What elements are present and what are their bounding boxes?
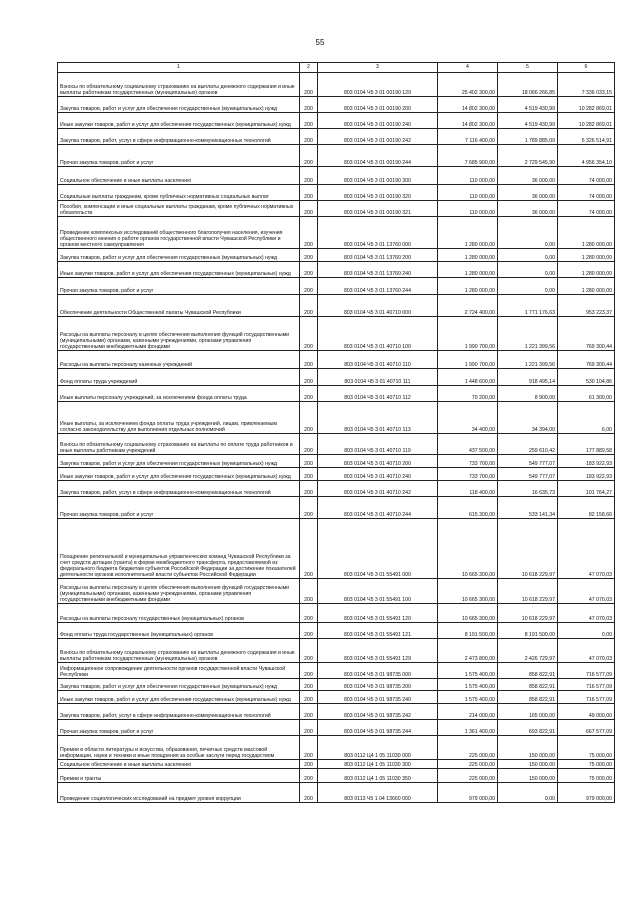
table-row bbox=[58, 351, 615, 369]
table-row bbox=[58, 129, 615, 145]
row-planned-cell: 8 191 500,00 bbox=[438, 623, 498, 639]
row-planned-cell: 1 280 000,00 bbox=[438, 217, 498, 249]
row-budget-code-cell: 803 0104 Ч5 3 01 40710 100 bbox=[318, 317, 438, 351]
row-executed-cell: 858 822,91 bbox=[498, 691, 558, 704]
row-planned-cell: 733 700,00 bbox=[438, 468, 498, 481]
row-name-cell: Обеспечение деятельности Общественной палаты Чувашской Республики bbox=[58, 295, 300, 317]
row-line-code-cell: 200 bbox=[300, 317, 318, 351]
row-executed-cell: 549 777,07 bbox=[498, 468, 558, 481]
row-budget-code-cell: 803 0104 Ч5 3 01 55491 129 bbox=[318, 639, 438, 663]
row-line-code-cell: 200 bbox=[300, 579, 318, 604]
row-line-code-cell: 200 bbox=[300, 623, 318, 639]
row-budget-code-cell: 803 0104 Ч5 3 01 40710 240 bbox=[318, 468, 438, 481]
row-planned-cell: 1 280 000,00 bbox=[438, 262, 498, 278]
header-cell-name: 1 bbox=[58, 63, 300, 73]
row-planned-cell: 10 665 300,00 bbox=[438, 604, 498, 623]
row-remainder-cell: 75 000,00 bbox=[558, 769, 615, 783]
row-remainder-cell: 769 300,44 bbox=[558, 317, 615, 351]
row-executed-cell: 0,00 bbox=[498, 249, 558, 262]
row-executed-cell: 18 066 266,85 bbox=[498, 73, 558, 97]
table-row bbox=[58, 262, 615, 278]
row-line-code-cell: 200 bbox=[300, 386, 318, 402]
row-budget-code-cell: 803 0112 Ц4 1 05 11030 300 bbox=[318, 760, 438, 769]
row-line-code-cell: 200 bbox=[300, 497, 318, 519]
table-row bbox=[58, 369, 615, 386]
row-line-code-cell: 200 bbox=[300, 249, 318, 262]
row-budget-code-cell: 803 0104 Ч5 3 01 13760 244 bbox=[318, 278, 438, 295]
table-row bbox=[58, 113, 615, 129]
row-remainder-cell: 183 922,93 bbox=[558, 468, 615, 481]
row-executed-cell: 0,00 bbox=[498, 783, 558, 803]
row-line-code-cell: 200 bbox=[300, 639, 318, 663]
row-line-code-cell: 200 bbox=[300, 97, 318, 113]
row-line-code-cell: 200 bbox=[300, 129, 318, 145]
row-remainder-cell: 75 000,00 bbox=[558, 760, 615, 769]
row-planned-cell: 1 575 400,00 bbox=[438, 691, 498, 704]
row-name-cell: Иные закупки товаров, работ и услуг для обеспечения государственных (муниципальных) нужд bbox=[58, 691, 300, 704]
row-line-code-cell: 200 bbox=[300, 295, 318, 317]
row-line-code-cell: 200 bbox=[300, 736, 318, 760]
row-planned-cell: 2 473 800,00 bbox=[438, 639, 498, 663]
row-remainder-cell: 530 104,86 bbox=[558, 369, 615, 386]
row-name-cell: Взносы по обязательному социальному страхованию на выплаты денежного содержания и иные выплаты работникам государственных (муниципальных) органов bbox=[58, 73, 300, 97]
row-planned-cell: 70 200,00 bbox=[438, 386, 498, 402]
row-name-cell: Фонд оплаты труда учреждений bbox=[58, 369, 300, 386]
row-executed-cell: 1 789 885,09 bbox=[498, 129, 558, 145]
row-executed-cell: 533 141,34 bbox=[498, 497, 558, 519]
row-line-code-cell: 200 bbox=[300, 278, 318, 295]
table-row bbox=[58, 481, 615, 497]
row-remainder-cell: 1 280 000,00 bbox=[558, 249, 615, 262]
row-line-code-cell: 200 bbox=[300, 691, 318, 704]
table-row bbox=[58, 736, 615, 760]
table-row bbox=[58, 455, 615, 468]
row-executed-cell: 150 000,00 bbox=[498, 736, 558, 760]
row-name-cell: Прочая закупка товаров, работ и услуг bbox=[58, 497, 300, 519]
header-cell-executed: 5 bbox=[498, 63, 558, 73]
row-executed-cell: 259 610,42 bbox=[498, 434, 558, 455]
row-planned-cell: 10 665 300,00 bbox=[438, 519, 498, 579]
row-planned-cell: 110 000,00 bbox=[438, 167, 498, 185]
row-executed-cell: 0,00 bbox=[498, 278, 558, 295]
row-line-code-cell: 200 bbox=[300, 402, 318, 434]
table-row bbox=[58, 278, 615, 295]
row-planned-cell: 110 000,00 bbox=[438, 201, 498, 217]
row-remainder-cell: 82 158,66 bbox=[558, 497, 615, 519]
table-row bbox=[58, 679, 615, 691]
table-row bbox=[58, 402, 615, 434]
row-budget-code-cell: 803 0104 Ч5 3 01 40710 111 bbox=[318, 369, 438, 386]
row-line-code-cell: 200 bbox=[300, 185, 318, 201]
row-executed-cell: 150 000,00 bbox=[498, 760, 558, 769]
row-remainder-cell: 4 956 354,10 bbox=[558, 145, 615, 167]
table-row bbox=[58, 317, 615, 351]
row-executed-cell: 549 777,07 bbox=[498, 455, 558, 468]
row-remainder-cell: 49 000,00 bbox=[558, 704, 615, 720]
table-row bbox=[58, 185, 615, 201]
row-planned-cell: 979 000,00 bbox=[438, 783, 498, 803]
row-line-code-cell: 200 bbox=[300, 519, 318, 579]
row-name-cell: Премии и гранты bbox=[58, 769, 300, 783]
table-row bbox=[58, 783, 615, 803]
row-executed-cell: 0,00 bbox=[498, 262, 558, 278]
row-line-code-cell: 200 bbox=[300, 434, 318, 455]
row-planned-cell: 25 402 300,00 bbox=[438, 73, 498, 97]
row-remainder-cell: 667 577,09 bbox=[558, 720, 615, 736]
row-planned-cell: 7 685 900,00 bbox=[438, 145, 498, 167]
row-executed-cell: 8 900,00 bbox=[498, 386, 558, 402]
row-executed-cell: 10 618 229,97 bbox=[498, 519, 558, 579]
row-executed-cell: 4 519 430,99 bbox=[498, 113, 558, 129]
row-name-cell: Пособия, компенсации и иные социальные выплаты гражданам, кроме публичных нормативных обязательств bbox=[58, 201, 300, 217]
row-remainder-cell: 979 000,00 bbox=[558, 783, 615, 803]
row-line-code-cell: 200 bbox=[300, 145, 318, 167]
row-name-cell: Расходы на выплаты персоналу в целях обеспечения выполнения функций государственными (муниципальными) органами, казенными учреждениями, органами управления государственными внебюджетными фондами bbox=[58, 579, 300, 604]
row-name-cell: Закупка товаров, работ и услуг для обеспечения государственных (муниципальных) нужд bbox=[58, 97, 300, 113]
row-name-cell: Расходы на выплаты персоналу казенных учреждений bbox=[58, 351, 300, 369]
table-row bbox=[58, 295, 615, 317]
row-remainder-cell: 716 577,09 bbox=[558, 663, 615, 679]
row-executed-cell: 2 426 729,97 bbox=[498, 639, 558, 663]
row-name-cell: Поощрение региональной и муниципальных управленческих команд Чувашской Республики за счет средств дотации (гранта) в форме межбюджетного трансферта, предоставляемой из федерального бюджета бюджетам субъектов Российской Федерации за достижение показателей деятельности органов исполнительной власти субъектов Российской Федерации bbox=[58, 519, 300, 579]
row-executed-cell: 16 635,73 bbox=[498, 481, 558, 497]
row-line-code-cell: 200 bbox=[300, 351, 318, 369]
row-planned-cell: 615 300,00 bbox=[438, 497, 498, 519]
row-executed-cell: 10 618 229,97 bbox=[498, 604, 558, 623]
row-name-cell: Социальное обеспечение и иные выплаты населению bbox=[58, 760, 300, 769]
table-row bbox=[58, 145, 615, 167]
row-budget-code-cell: 803 0104 Ч5 3 01 40710 112 bbox=[318, 386, 438, 402]
row-line-code-cell: 200 bbox=[300, 455, 318, 468]
row-remainder-cell: 769 300,44 bbox=[558, 351, 615, 369]
header-cell-planned: 4 bbox=[438, 63, 498, 73]
row-remainder-cell: 47 070,03 bbox=[558, 604, 615, 623]
row-line-code-cell: 200 bbox=[300, 679, 318, 691]
row-budget-code-cell: 803 0104 Ч5 3 01 40710 000 bbox=[318, 295, 438, 317]
row-budget-code-cell: 803 0104 Ч5 3 01 98735 242 bbox=[318, 704, 438, 720]
row-budget-code-cell: 803 0104 Ч5 3 01 40710 200 bbox=[318, 455, 438, 468]
table-row bbox=[58, 201, 615, 217]
row-budget-code-cell: 803 0104 Ч5 3 01 98735 240 bbox=[318, 691, 438, 704]
table-row bbox=[58, 519, 615, 579]
row-line-code-cell: 200 bbox=[300, 769, 318, 783]
table-body bbox=[58, 73, 615, 803]
row-line-code-cell: 200 bbox=[300, 760, 318, 769]
row-remainder-cell: 74 000,00 bbox=[558, 201, 615, 217]
budget-execution-table bbox=[57, 62, 615, 803]
row-budget-code-cell: 803 0112 Ц4 1 05 11030 350 bbox=[318, 769, 438, 783]
row-remainder-cell: 1 280 000,00 bbox=[558, 262, 615, 278]
row-planned-cell: 1 575 400,00 bbox=[438, 679, 498, 691]
row-name-cell: Закупка товаров, работ, услуг в сфере информационно-коммуникационных технологий bbox=[58, 481, 300, 497]
row-budget-code-cell: 803 0104 Ч5 3 01 00190 320 bbox=[318, 185, 438, 201]
row-planned-cell: 225 000,00 bbox=[438, 769, 498, 783]
row-remainder-cell: 7 336 033,15 bbox=[558, 73, 615, 97]
row-line-code-cell: 200 bbox=[300, 113, 318, 129]
row-line-code-cell: 200 bbox=[300, 720, 318, 736]
row-line-code-cell: 200 bbox=[300, 369, 318, 386]
row-remainder-cell: 716 577,09 bbox=[558, 679, 615, 691]
row-planned-cell: 437 500,00 bbox=[438, 434, 498, 455]
row-remainder-cell: 47 070,03 bbox=[558, 519, 615, 579]
row-budget-code-cell: 803 0104 Ч5 3 01 40710 113 bbox=[318, 402, 438, 434]
row-budget-code-cell: 803 0104 Ч5 3 01 00190 244 bbox=[318, 145, 438, 167]
row-planned-cell: 1 280 000,00 bbox=[438, 249, 498, 262]
row-name-cell: Расходы на выплаты персоналу в целях обеспечения выполнения функций государственными (муниципальными) органами, казенными учреждениями, органами управления государственными внебюджетными фондами bbox=[58, 317, 300, 351]
table-row bbox=[58, 434, 615, 455]
row-planned-cell: 10 665 300,00 bbox=[438, 579, 498, 604]
row-line-code-cell: 200 bbox=[300, 73, 318, 97]
row-remainder-cell: 101 764,27 bbox=[558, 481, 615, 497]
row-planned-cell: 214 000,00 bbox=[438, 704, 498, 720]
row-planned-cell: 733 700,00 bbox=[438, 455, 498, 468]
row-remainder-cell: 47 070,03 bbox=[558, 579, 615, 604]
row-executed-cell: 10 618 229,97 bbox=[498, 579, 558, 604]
row-executed-cell: 1 771 176,63 bbox=[498, 295, 558, 317]
row-remainder-cell: 5 326 514,91 bbox=[558, 129, 615, 145]
row-executed-cell: 2 729 545,90 bbox=[498, 145, 558, 167]
row-name-cell: Иные закупки товаров, работ и услуг для обеспечения государственных (муниципальных) нужд bbox=[58, 262, 300, 278]
row-executed-cell: 34 394,00 bbox=[498, 402, 558, 434]
row-executed-cell: 1 221 399,56 bbox=[498, 351, 558, 369]
table-row bbox=[58, 623, 615, 639]
row-budget-code-cell: 803 0104 Ч5 3 01 55491 121 bbox=[318, 623, 438, 639]
header-cell-line-code: 2 bbox=[300, 63, 318, 73]
table-row bbox=[58, 167, 615, 185]
row-budget-code-cell: 803 0104 Ч5 3 01 00190 242 bbox=[318, 129, 438, 145]
row-line-code-cell: 200 bbox=[300, 783, 318, 803]
row-name-cell: Прочая закупка товаров, работ и услуг bbox=[58, 145, 300, 167]
row-remainder-cell: 1 280 000,00 bbox=[558, 278, 615, 295]
table-header-row bbox=[58, 63, 615, 73]
row-planned-cell: 1 990 700,00 bbox=[438, 317, 498, 351]
row-budget-code-cell: 803 0104 Ч5 3 01 13760 200 bbox=[318, 249, 438, 262]
row-budget-code-cell: 803 0104 Ч5 3 01 40710 119 bbox=[318, 434, 438, 455]
row-name-cell: Иные закупки товаров, работ и услуг для обеспечения государственных (муниципальных) нужд bbox=[58, 113, 300, 129]
row-remainder-cell: 74 000,00 bbox=[558, 167, 615, 185]
row-executed-cell: 8 191 500,00 bbox=[498, 623, 558, 639]
row-name-cell: Взносы по обязательному социальному страхованию на выплаты по оплате труда работников и иные выплаты работникам учреждений bbox=[58, 434, 300, 455]
row-budget-code-cell: 803 0104 Ч5 3 01 98735 200 bbox=[318, 679, 438, 691]
table-row bbox=[58, 760, 615, 769]
row-executed-cell: 36 000,00 bbox=[498, 201, 558, 217]
row-line-code-cell: 200 bbox=[300, 167, 318, 185]
row-name-cell: Социальное обеспечение и иные выплаты населению bbox=[58, 167, 300, 185]
row-name-cell: Закупка товаров, работ и услуг для обеспечения государственных (муниципальных) нужд bbox=[58, 249, 300, 262]
row-remainder-cell: 6,00 bbox=[558, 402, 615, 434]
row-planned-cell: 1 280 000,00 bbox=[438, 278, 498, 295]
row-executed-cell: 858 822,91 bbox=[498, 679, 558, 691]
table-row bbox=[58, 704, 615, 720]
row-name-cell: Проведение комплексных исследований общественного благополучия населения, изучения общественного мнения о работе органов государственной власти Чувашской Республики и органов местного самоуправления bbox=[58, 217, 300, 249]
table-row bbox=[58, 217, 615, 249]
row-planned-cell: 1 448 600,00 bbox=[438, 369, 498, 386]
table-row bbox=[58, 386, 615, 402]
row-line-code-cell: 200 bbox=[300, 604, 318, 623]
row-planned-cell: 2 724 400,00 bbox=[438, 295, 498, 317]
row-line-code-cell: 200 bbox=[300, 704, 318, 720]
row-line-code-cell: 200 bbox=[300, 663, 318, 679]
row-line-code-cell: 200 bbox=[300, 468, 318, 481]
row-planned-cell: 1 575 400,00 bbox=[438, 663, 498, 679]
row-name-cell: Прочая закупка товаров, работ и услуг bbox=[58, 278, 300, 295]
row-remainder-cell: 716 577,09 bbox=[558, 691, 615, 704]
row-planned-cell: 225 000,00 bbox=[438, 736, 498, 760]
row-planned-cell: 118 400,00 bbox=[438, 481, 498, 497]
row-remainder-cell: 61 300,00 bbox=[558, 386, 615, 402]
table-row bbox=[58, 639, 615, 663]
row-budget-code-cell: 803 0113 Ч5 1 04 13660 000 bbox=[318, 783, 438, 803]
row-remainder-cell: 10 282 869,01 bbox=[558, 97, 615, 113]
row-remainder-cell: 0,00 bbox=[558, 623, 615, 639]
row-planned-cell: 225 000,00 bbox=[438, 760, 498, 769]
row-executed-cell: 693 822,91 bbox=[498, 720, 558, 736]
table-row bbox=[58, 468, 615, 481]
row-planned-cell: 1 361 400,00 bbox=[438, 720, 498, 736]
row-line-code-cell: 200 bbox=[300, 201, 318, 217]
row-executed-cell: 36 000,00 bbox=[498, 167, 558, 185]
row-executed-cell: 4 519 430,99 bbox=[498, 97, 558, 113]
row-planned-cell: 110 000,00 bbox=[438, 185, 498, 201]
table-row bbox=[58, 663, 615, 679]
row-executed-cell: 150 000,00 bbox=[498, 769, 558, 783]
row-budget-code-cell: 803 0104 Ч5 3 01 55491 120 bbox=[318, 604, 438, 623]
row-executed-cell: 858 822,91 bbox=[498, 663, 558, 679]
row-remainder-cell: 47 070,03 bbox=[558, 639, 615, 663]
row-budget-code-cell: 803 0104 Ч5 3 01 00190 240 bbox=[318, 113, 438, 129]
row-name-cell: Социальные выплаты гражданам, кроме публичных нормативных социальных выплат bbox=[58, 185, 300, 201]
row-name-cell: Взносы по обязательному социальному страхованию на выплаты денежного содержания и иные выплаты работникам государственных (муниципальных) органов bbox=[58, 639, 300, 663]
row-name-cell: Фонд оплаты труда государственных (муниципальных) органов bbox=[58, 623, 300, 639]
row-budget-code-cell: 803 0104 Ч5 3 01 13760 240 bbox=[318, 262, 438, 278]
row-budget-code-cell: 803 0112 Ц4 1 05 11030 000 bbox=[318, 736, 438, 760]
row-budget-code-cell: 803 0104 Ч5 3 01 00190 129 bbox=[318, 73, 438, 97]
row-remainder-cell: 953 223,37 bbox=[558, 295, 615, 317]
table-row bbox=[58, 97, 615, 113]
row-budget-code-cell: 803 0104 Ч5 3 01 00190 321 bbox=[318, 201, 438, 217]
row-name-cell: Иные закупки товаров, работ и услуг для обеспечения государственных (муниципальных) нужд bbox=[58, 468, 300, 481]
row-planned-cell: 14 802 300,00 bbox=[438, 113, 498, 129]
row-name-cell: Иные выплаты, за исключением фонда оплаты труда учреждений, лицам, привлекаемым согласно законодательству для выполнения отдельных полномочий bbox=[58, 402, 300, 434]
row-name-cell: Информационное сопровождение деятельности органов государственной власти Чувашской Республики bbox=[58, 663, 300, 679]
row-planned-cell: 34 400,00 bbox=[438, 402, 498, 434]
row-planned-cell: 7 116 400,00 bbox=[438, 129, 498, 145]
row-budget-code-cell: 803 0104 Ч5 3 01 00190 200 bbox=[318, 97, 438, 113]
row-remainder-cell: 177 889,58 bbox=[558, 434, 615, 455]
table-row bbox=[58, 604, 615, 623]
row-name-cell: Закупка товаров, работ и услуг для обеспечения государственных (муниципальных) нужд bbox=[58, 455, 300, 468]
header-cell-budget-code: 3 bbox=[318, 63, 438, 73]
row-budget-code-cell: 803 0104 Ч5 3 01 98735 244 bbox=[318, 720, 438, 736]
row-name-cell: Закупка товаров, работ и услуг для обеспечения государственных (муниципальных) нужд bbox=[58, 679, 300, 691]
row-name-cell: Закупка товаров, работ, услуг в сфере информационно-коммуникационных технологий bbox=[58, 129, 300, 145]
row-line-code-cell: 200 bbox=[300, 217, 318, 249]
row-executed-cell: 1 221 399,56 bbox=[498, 317, 558, 351]
row-budget-code-cell: 803 0104 Ч5 3 01 00190 300 bbox=[318, 167, 438, 185]
table-row bbox=[58, 579, 615, 604]
row-remainder-cell: 10 282 869,01 bbox=[558, 113, 615, 129]
row-executed-cell: 0,00 bbox=[498, 217, 558, 249]
table-row bbox=[58, 769, 615, 783]
row-name-cell: Расходы на выплаты персоналу государственных (муниципальных) органов bbox=[58, 604, 300, 623]
row-name-cell: Проведение социологических исследований на предмет уровня коррупции bbox=[58, 783, 300, 803]
row-name-cell: Прочая закупка товаров, работ и услуг bbox=[58, 720, 300, 736]
row-planned-cell: 14 802 300,00 bbox=[438, 97, 498, 113]
row-line-code-cell: 200 bbox=[300, 262, 318, 278]
row-remainder-cell: 183 922,93 bbox=[558, 455, 615, 468]
page-number: 55 bbox=[315, 38, 325, 47]
row-executed-cell: 918 495,14 bbox=[498, 369, 558, 386]
row-line-code-cell: 200 bbox=[300, 481, 318, 497]
row-name-cell: Премии в области литературы и искусства, образования, печатных средств массовой информации, науки и техники и иные поощрения за особые заслуги перед государством bbox=[58, 736, 300, 760]
row-name-cell: Закупка товаров, работ, услуг в сфере информационно-коммуникационных технологий bbox=[58, 704, 300, 720]
row-budget-code-cell: 803 0104 Ч5 3 01 55491 100 bbox=[318, 579, 438, 604]
table-row bbox=[58, 497, 615, 519]
table-row bbox=[58, 249, 615, 262]
row-budget-code-cell: 803 0104 Ч5 3 01 98735 000 bbox=[318, 663, 438, 679]
row-budget-code-cell: 803 0104 Ч5 3 01 40710 244 bbox=[318, 497, 438, 519]
row-budget-code-cell: 803 0104 Ч5 3 01 13760 000 bbox=[318, 217, 438, 249]
row-remainder-cell: 74 000,00 bbox=[558, 185, 615, 201]
row-remainder-cell: 1 280 000,00 bbox=[558, 217, 615, 249]
row-executed-cell: 165 000,00 bbox=[498, 704, 558, 720]
row-executed-cell: 36 000,00 bbox=[498, 185, 558, 201]
row-budget-code-cell: 803 0104 Ч5 3 01 40710 242 bbox=[318, 481, 438, 497]
header-cell-remainder: 6 bbox=[558, 63, 615, 73]
row-name-cell: Иные выплаты персоналу учреждений, за исключением фонда оплаты труда bbox=[58, 386, 300, 402]
table-row bbox=[58, 73, 615, 97]
row-remainder-cell: 75 000,00 bbox=[558, 736, 615, 760]
row-planned-cell: 1 990 700,00 bbox=[438, 351, 498, 369]
row-budget-code-cell: 803 0104 Ч5 3 01 40710 110 bbox=[318, 351, 438, 369]
row-budget-code-cell: 803 0104 Ч5 3 01 55491 000 bbox=[318, 519, 438, 579]
table-row bbox=[58, 691, 615, 704]
table-row bbox=[58, 720, 615, 736]
